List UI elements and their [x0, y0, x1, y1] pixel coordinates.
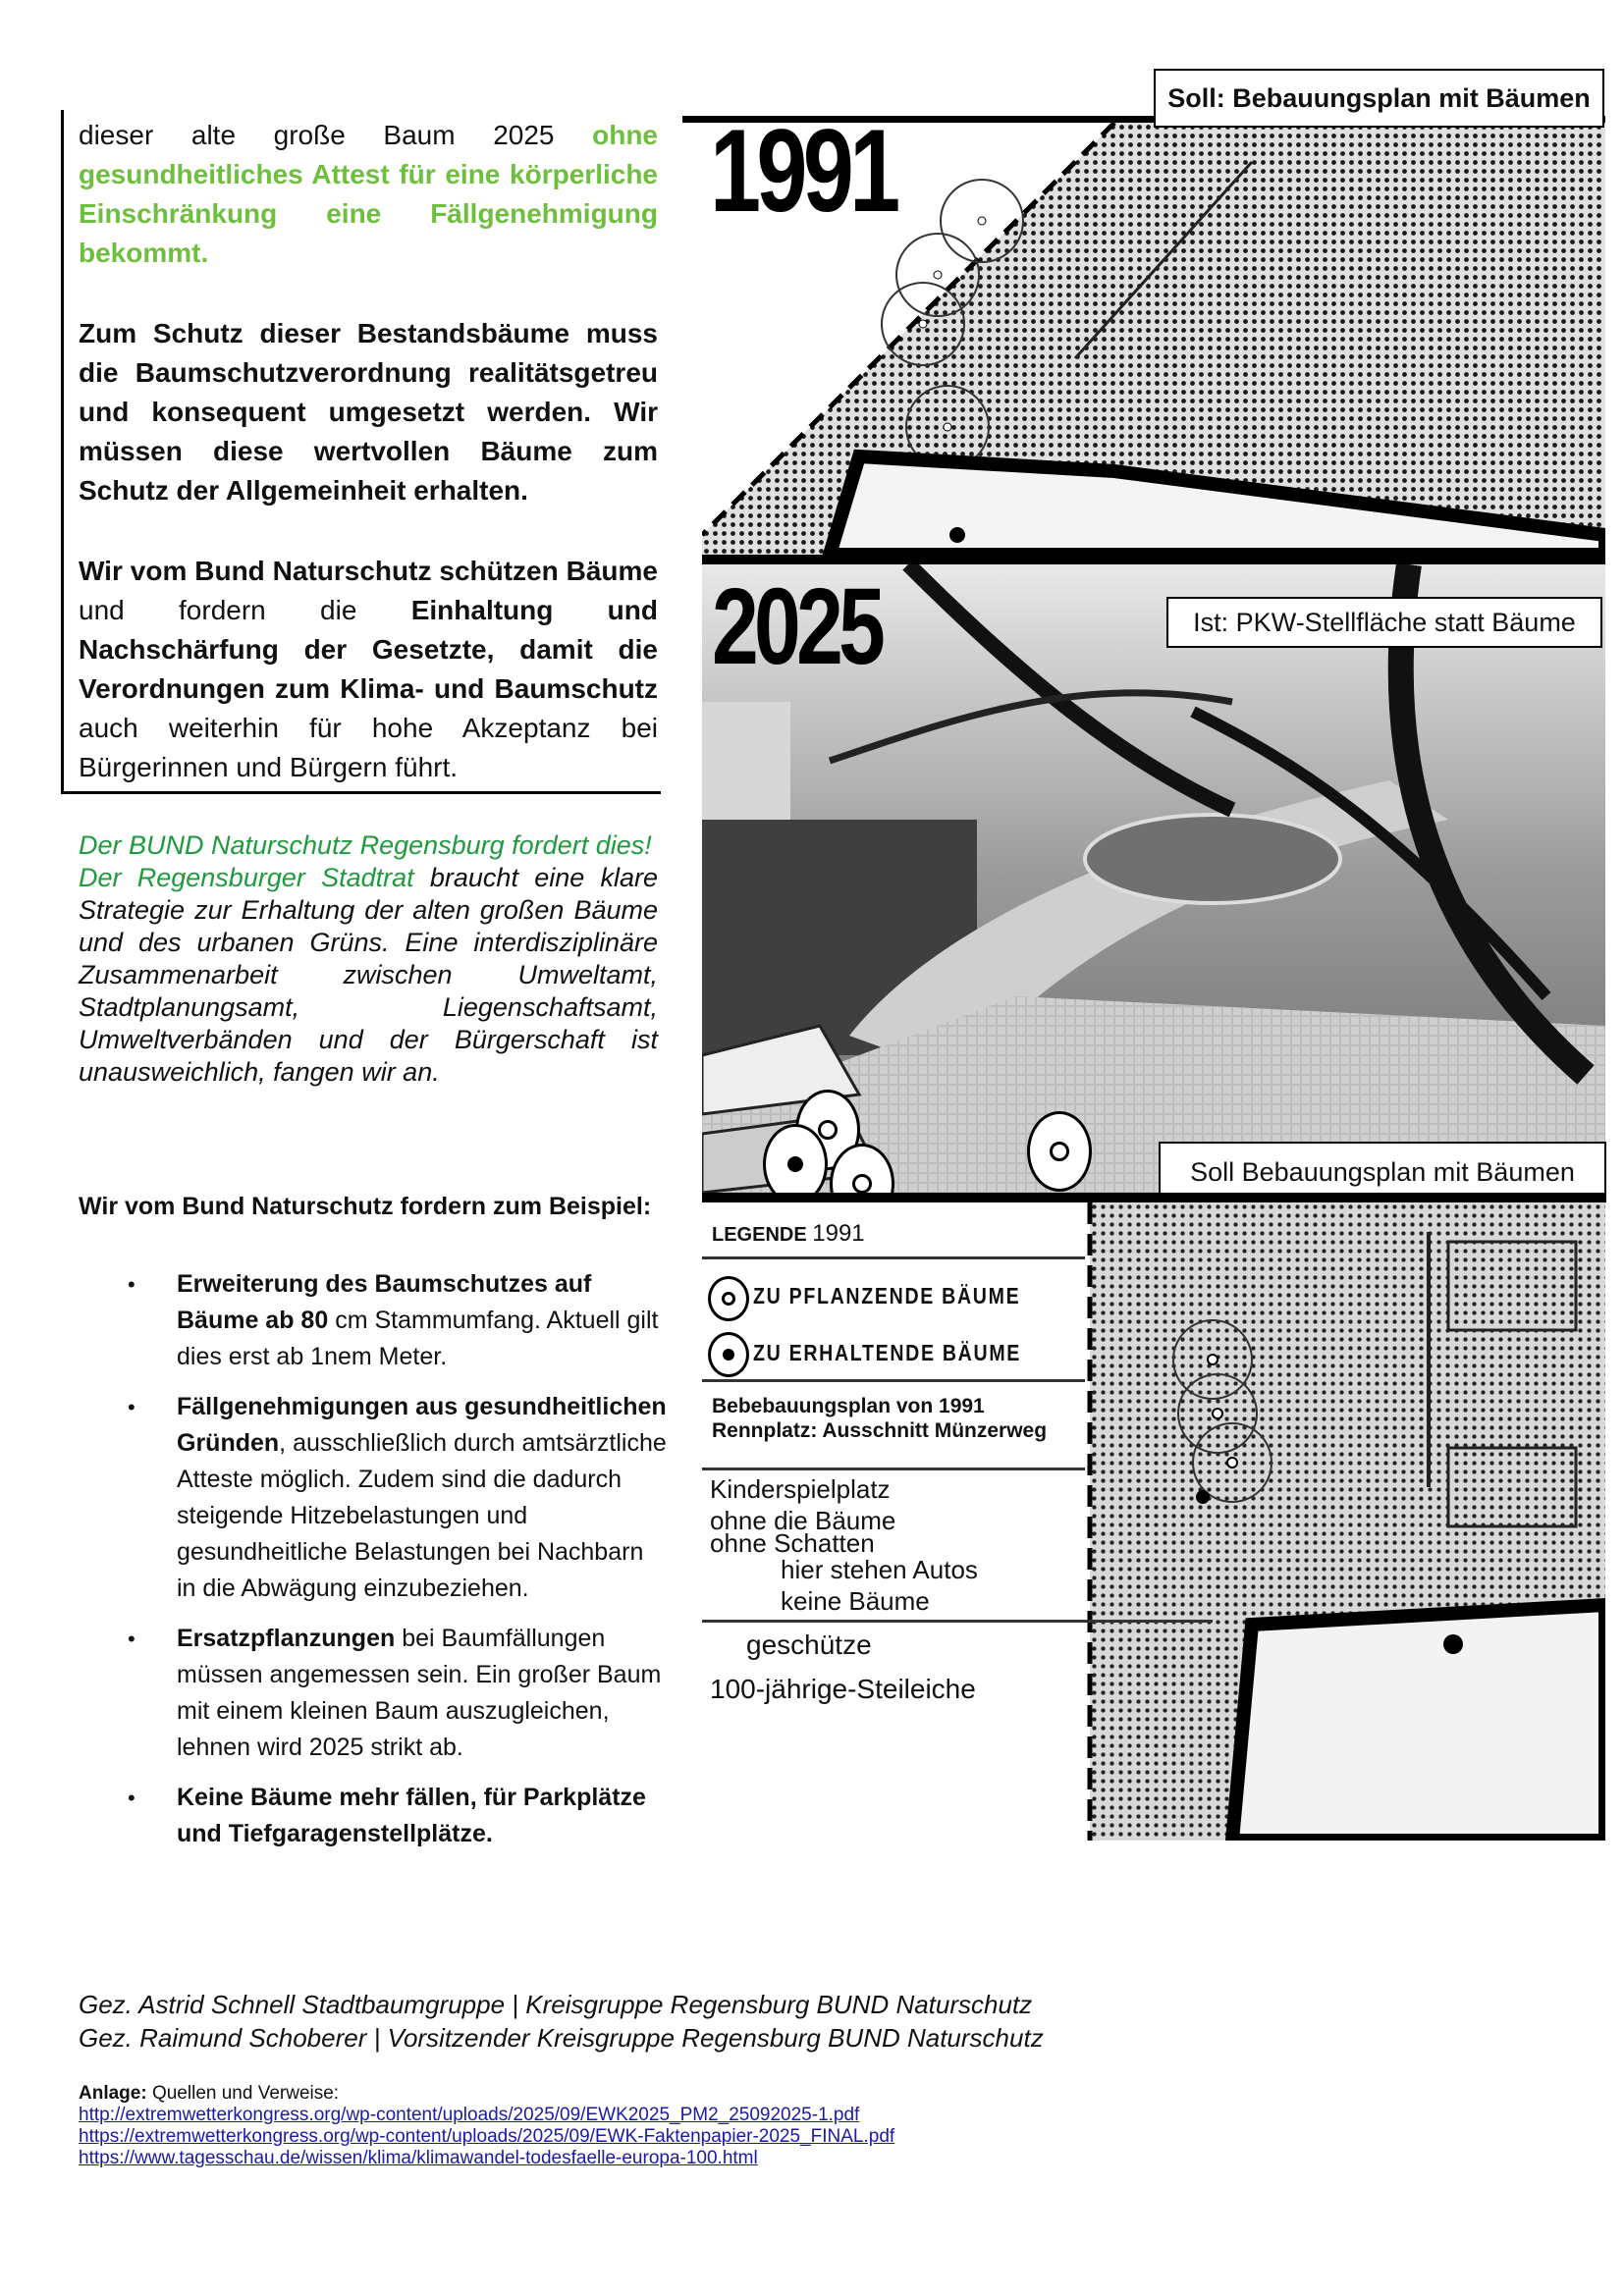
note-no-trees: ohne die Bäume: [710, 1506, 896, 1535]
legend-divider: [702, 1256, 1085, 1259]
intro-highlight: ohne gesundheitliches Attest für eine körperliche Einschränkung eine Fällgenehmigung bekommt.: [79, 120, 658, 268]
planned-tree-marker: [1027, 1111, 1092, 1192]
soll-label-bottom: Soll Bebauungsplan mit Bäumen: [1159, 1142, 1606, 1202]
demands-list: [79, 1266, 668, 1866]
bund-bold-1: Wir vom Bund Naturschutz schützen Bäume: [79, 556, 658, 586]
bullet-icon: •: [128, 1272, 135, 1297]
bund-demand-heading: Der BUND Naturschutz Regensburg fordert dies!: [79, 830, 652, 860]
photo-2025-image: [702, 564, 1605, 1193]
stadtrat-label: Der Regensburger Stadtrat: [79, 863, 414, 892]
note-playground: Kinderspielplatz: [710, 1474, 891, 1504]
demand-bold: Fällgenehmigungen aus gesundheitlichen Gründen: [177, 1393, 667, 1457]
image-separator: [702, 555, 1605, 564]
demand-bold: Keine Bäume mehr fällen, für Parkplätze und Tiefgaragenstellplätze.: [177, 1784, 646, 1847]
soll-label-top: Soll: Bebauungsplan mit Bäumen: [1154, 69, 1604, 128]
demand-bold: Ersatzpflanzungen: [177, 1625, 396, 1652]
bund-paragraph: [79, 552, 658, 787]
note-protected: geschütze: [746, 1629, 872, 1660]
note-no-shade: ohne Schatten: [710, 1528, 875, 1558]
demand-item: [79, 1780, 668, 1852]
planned-tree-legend-icon: [708, 1276, 749, 1321]
legend-divider: [702, 1620, 1213, 1623]
anlage-label: Anlage:: [79, 2083, 147, 2104]
demand-text: , ausschließlich durch amtsärztliche Atteste möglich. Zudem sind die dadurch steigende Hitzebelastungen und gesundheitliche Belastungen bei Nachbarn in die Abwägung einzubeziehen.: [177, 1429, 667, 1602]
bullet-icon: •: [128, 1627, 135, 1651]
legend-keep-trees: ZU ERHALTENDE BÄUME: [753, 1340, 1022, 1365]
protection-text: Zum Schutz dieser Bestandsbäume muss die Baumschutzverordnung realitätsgetreu und konsequent umgesetzt werden. Wir müssen diese wertvollen Bäume zum Schutz der Allgemeinheit erhalten.: [79, 318, 658, 506]
signature-line: Gez. Astrid Schnell Stadtbaumgruppe | Kreisgruppe Regensburg BUND Naturschutz: [79, 1990, 1033, 2019]
source-link[interactable]: http://extremwetterkongress.org/wp-content/uploads/2025/09/EWK2025_PM2_25092025-1.pdf: [79, 2105, 860, 2125]
source-link[interactable]: https://www.tagesschau.de/wissen/klima/klimawandel-todesfaelle-europa-100.html: [79, 2148, 758, 2168]
demand-item: [79, 1389, 668, 1607]
plan-1991-image: [702, 123, 1605, 555]
protection-paragraph: [79, 314, 658, 510]
demands-title: Wir vom Bund Naturschutz fordern zum Beispiel:: [79, 1193, 652, 1220]
stadtrat-text: braucht eine klare Strategie zur Erhaltung der alten großen Bäume und des urbanen Grüns. Eine interdisziplinäre Zusammenarbeit zwischen Umweltamt, Stadtplanungsamt, Liegenschaftsamt, Umweltverbänden und der Bürgerschaft ist unausweichlich, fangen wir an.: [79, 863, 658, 1087]
attachment-sources: [79, 2083, 894, 2169]
note-no-trees-2: keine Bäume: [781, 1586, 930, 1616]
source-link[interactable]: https://extremwetterkongress.org/wp-content/uploads/2025/09/EWK-Faktenpapier-2025_FINAL.pdf: [79, 2126, 895, 2147]
bund-demand-italic: [79, 829, 658, 1089]
note-oak: 100-jährige-Steileiche: [710, 1674, 976, 1704]
bullet-icon: •: [128, 1786, 135, 1810]
bullet-icon: •: [128, 1395, 135, 1419]
demand-text: cm Stammumfang. Aktuell gilt dies erst ab 1nem Meter.: [177, 1307, 659, 1370]
demand-item: [79, 1266, 668, 1375]
kept-tree-legend-icon: [708, 1332, 749, 1377]
intro-paragraph: [79, 116, 658, 273]
ist-label: Ist: PKW-Stellfläche statt Bäume: [1166, 597, 1602, 648]
legend-title-word: LEGENDE: [712, 1224, 807, 1246]
legend-divider: [702, 1379, 1085, 1382]
image-separator: [702, 1193, 1605, 1202]
plan-caption: Bebebauungsplan von 1991 Rennplatz: Ausschnitt Münzerweg: [712, 1395, 1048, 1442]
intro-plain: dieser alte große Baum 2025: [79, 120, 593, 150]
demand-bold: Erweiterung des Baumschutzes auf Bäume ab 80: [177, 1270, 592, 1334]
year-2025-label: 2025: [712, 566, 882, 687]
year-1991-label: 1991: [710, 123, 896, 237]
signature-line: Gez. Raimund Schoberer | Vorsitzender Kreisgruppe Regensburg BUND Naturschutz: [79, 2023, 1044, 2053]
note-cars: hier stehen Autos: [781, 1555, 978, 1584]
legend-plant-trees: ZU PFLANZENDE BÄUME: [753, 1283, 1021, 1308]
bund-text-2: und fordern die: [79, 595, 411, 625]
anlage-text: Quellen und Verweise:: [146, 2083, 340, 2104]
legend-title: [712, 1220, 865, 1248]
legend-title-year: 1991: [812, 1220, 865, 1247]
demand-text: bei Baumfällungen müssen angemessen sein. Ein großer Baum mit einem kleinen Baum auszugleichen, lehnen wird 2025 strikt ab.: [177, 1625, 662, 1761]
bund-bold-3: Einhaltung und Nachschärfung der Gesetzte, damit die Verordnungen zum Klima- und Baumschutz: [79, 595, 658, 704]
signature-block: [79, 1988, 1044, 2055]
demand-item: [79, 1621, 668, 1766]
legend-plan-image: [702, 1202, 1605, 1841]
legend-divider: [702, 1468, 1085, 1470]
bund-text-4: auch weiterhin für hohe Akzeptanz bei Bürgerinnen und Bürgern führt.: [79, 713, 658, 782]
